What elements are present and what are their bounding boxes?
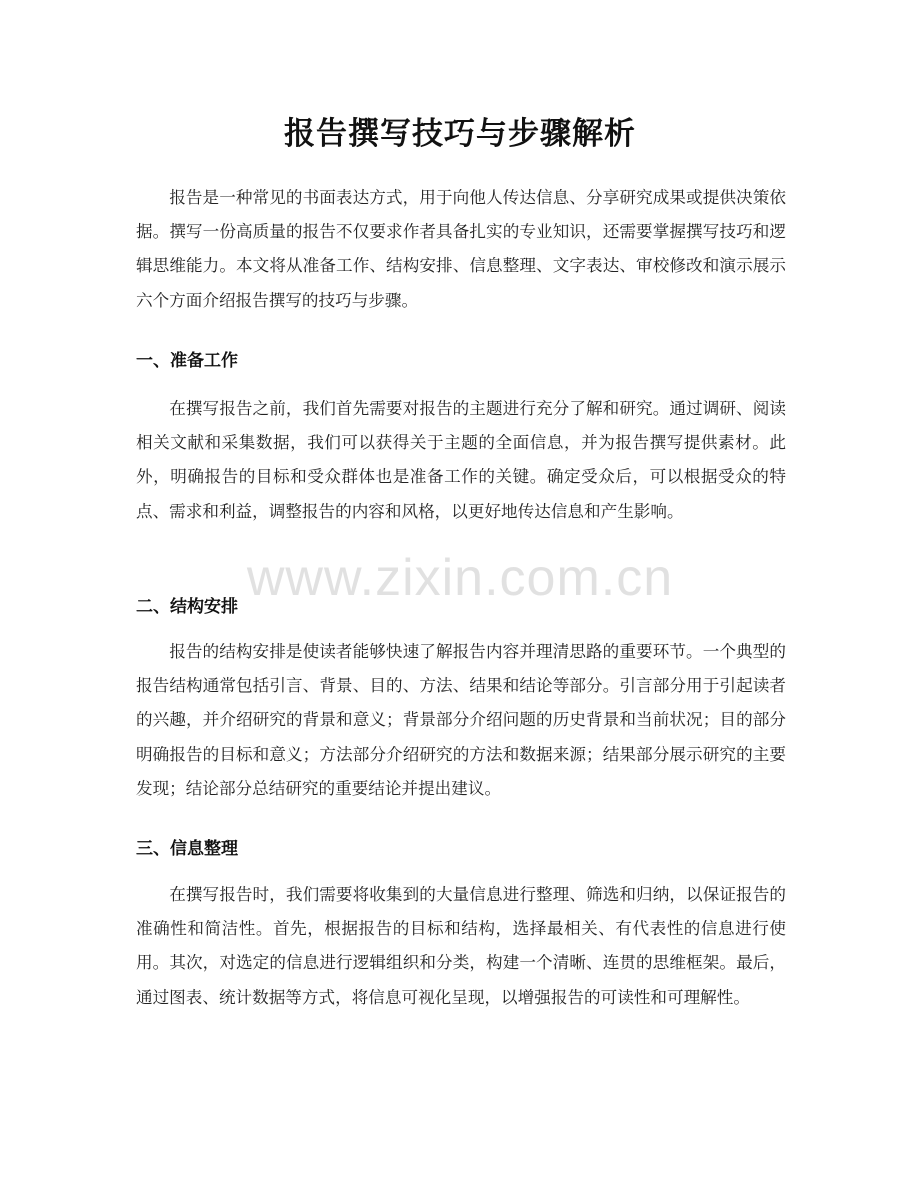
watermark: www.zixin.com.cn [246, 549, 674, 607]
section-body-information: 在撰写报告时，我们需要将收集到的大量信息进行整理、筛选和归纳，以保证报告的准确性和简洁性。首先，根据报告的目标和结构，选择最相关、有代表性的信息进行使用。其次，对选定的信息进行逻辑组织和分类，构建一个清晰、连贯的思维框架。最后，通过图表、统计数据等方式，将信息可视化呈现，以增强报告的可读性和可理解性。 [136, 885, 786, 1007]
section-body-preparation: 在撰写报告之前，我们首先需要对报告的主题进行充分了解和研究。通过调研、阅读相关文献和采集数据，我们可以获得关于主题的全面信息，并为报告撰写提供素材。此外，明确报告的目标和受众群体也是准备工作的关键。确定受众后，可以根据受众的特点、需求和利益，调整报告的内容和风格，以更好地传达信息和产生影响。 [136, 399, 786, 521]
section-heading-preparation: 一、准备工作 [136, 351, 238, 371]
section-body-structure: 报告的结构安排是使读者能够快速了解报告内容并理清思路的重要环节。一个典型的报告结构通常包括引言、背景、目的、方法、结果和结论等部分。引言部分用于引起读者的兴趣，并介绍研究的背景和意义；背景部分介绍问题的历史背景和当前状况；目的部分明确报告的目标和意义；方法部分介绍研究的方法和数据来源；结果部分展示研究的主要发现；结论部分总结研究的重要结论并提出建议。 [136, 642, 786, 798]
section-heading-information: 三、信息整理 [136, 839, 238, 859]
section-heading-structure: 二、结构安排 [136, 597, 238, 617]
document-title: 报告撰写技巧与步骤解析 [284, 116, 636, 152]
intro-paragraph: 报告是一种常见的书面表达方式，用于向他人传达信息、分享研究成果或提供决策依据。撰写一份高质量的报告不仅要求作者具备扎实的专业知识，还需要掌握撰写技巧和逻辑思维能力。本文将从准备工作、结构安排、信息整理、文字表达、审校修改和演示展示六个方面介绍报告撰写的技巧与步骤。 [136, 188, 786, 310]
